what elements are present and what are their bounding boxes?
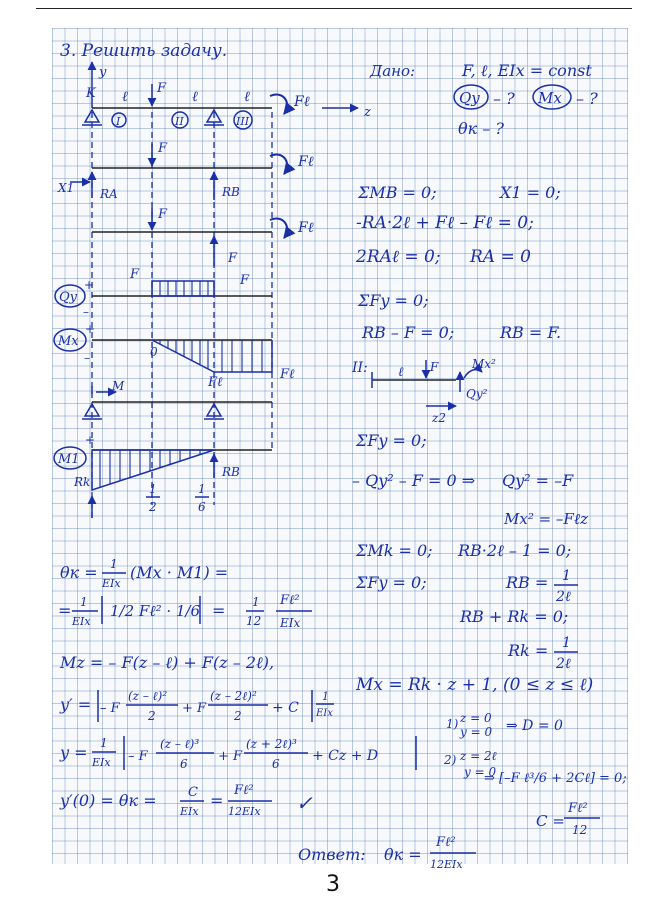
section-3: III: [236, 115, 250, 128]
bc1-y: y = 0: [460, 725, 493, 739]
reaction-x1: X1: [58, 181, 75, 195]
eq-rb-frac-lead: RB =: [506, 573, 549, 592]
y-a-num: (z – ℓ)³: [160, 737, 200, 751]
given-params: F, ℓ, EIx = const: [462, 61, 592, 80]
section-2: II: [175, 115, 184, 128]
y0-a-num: C: [188, 785, 198, 800]
frac-half-num: 1: [149, 482, 157, 496]
eq-rk-den: 2ℓ: [556, 656, 571, 672]
bc2-y: y = 0: [464, 765, 497, 779]
yp-lead: y′ =: [60, 695, 92, 714]
y-lead: y =: [60, 743, 88, 762]
qy-diagram-label: Qy: [59, 290, 78, 305]
eq-rb-rk: RB + Rk = 0;: [460, 607, 569, 626]
mx-diagram-label: Mx: [58, 334, 79, 349]
bc2-result: ⇒ [–F ℓ³/6 + 2Cℓ] = 0;: [484, 771, 627, 786]
y0-lead: y′(0) = θк =: [60, 791, 157, 810]
answer-den: 12EIx: [430, 858, 463, 871]
y-a-den: 6: [180, 757, 188, 771]
z-axis-label: z: [364, 105, 371, 120]
check-mark: ✓: [296, 791, 313, 815]
eq-sum-mk: ΣMk = 0;: [356, 541, 433, 560]
eq-qy: Qy² = –F: [502, 471, 574, 490]
moment-fl-3: Fℓ: [298, 220, 314, 236]
m1-plus: +: [85, 433, 96, 447]
yp-tail: + C: [272, 700, 299, 716]
moment-fl-2: Fℓ: [298, 154, 314, 170]
yp-a-num: (z – ℓ)²: [128, 689, 168, 703]
span-l-2: ℓ: [192, 89, 198, 105]
force-f-4: F: [228, 251, 238, 266]
section-ii-label: II:: [352, 360, 368, 376]
answer-num: Fℓ²: [436, 835, 456, 850]
find-qy: Qy: [459, 89, 480, 107]
problem-title: 3. Решить задачу.: [60, 41, 228, 61]
c-lead: C =: [536, 812, 565, 830]
eq-rb: RB = F.: [500, 323, 562, 342]
eq-moment: -RA·2ℓ + Fℓ – Fℓ = 0;: [356, 213, 534, 233]
c-den: 12: [572, 823, 588, 837]
eq-sum-fy-1: ΣFy = 0;: [358, 291, 429, 310]
answer-lead: θк =: [384, 845, 422, 864]
m1-rb: RB: [222, 465, 240, 479]
mx-plus: +: [85, 322, 96, 336]
mx-fl-1: Fℓ: [208, 375, 223, 390]
span-l-1: ℓ: [122, 89, 128, 105]
section-qy: Qy²: [466, 387, 488, 401]
bc1-result: ⇒ D = 0: [506, 718, 563, 734]
y0-a-den: EIx: [180, 805, 199, 818]
force-f-1: F: [157, 81, 167, 96]
y-frac-num: 1: [100, 736, 108, 750]
section-f: F: [430, 360, 439, 374]
yp-f1: – F: [100, 701, 120, 716]
m1-diagram-label: M1: [58, 452, 80, 467]
theta2-b-num: Fℓ²: [280, 593, 300, 608]
qy-f-left: F: [130, 267, 140, 282]
theta2-a-num: 1: [252, 595, 260, 609]
y-tail: + Cz + D: [312, 748, 379, 764]
qy-f-right: F: [240, 273, 250, 288]
moment-arrow-1: [270, 95, 287, 114]
theta-frac-num: 1: [110, 557, 118, 571]
eq-2ral: 2RAℓ = 0;: [356, 247, 441, 267]
eq-rk-num: 1: [562, 635, 571, 651]
y0-b-num: Fℓ²: [234, 783, 254, 798]
m1-rk: Rk: [74, 475, 91, 489]
theta2-frac-num: 1: [80, 595, 88, 609]
eq-sum-mb: ΣMB = 0;: [358, 183, 437, 202]
span-l-3: ℓ: [244, 89, 250, 105]
find-qy-suffix: – ?: [493, 89, 515, 108]
theta2-inner: 1/2 Fℓ² · 1/6: [110, 602, 201, 620]
y-f2: + F: [218, 749, 243, 764]
qy-minus: –: [83, 305, 89, 319]
mx-zero: 0: [150, 345, 158, 359]
given-label: Дано:: [370, 62, 416, 80]
yp-frac-den: EIx: [316, 708, 333, 719]
yp-a-den: 2: [148, 709, 156, 723]
bc2-index: 2): [444, 753, 457, 767]
bc2-z: z = 2ℓ: [460, 749, 497, 763]
qy-plus: +: [84, 278, 95, 292]
section-1: I: [116, 115, 121, 128]
frac-sixth-den: 6: [198, 500, 206, 514]
answer-label: Ответ:: [298, 845, 366, 864]
eq-rb-frac-num: 1: [562, 568, 571, 584]
theta-lead: θк =: [60, 563, 98, 582]
frac-sixth-num: 1: [198, 482, 206, 496]
find-mx: Mx: [538, 89, 562, 107]
y-frac-den: EIx: [92, 756, 111, 769]
reaction-ra: RA: [100, 187, 118, 201]
theta2-frac-den: EIx: [72, 615, 91, 628]
eq-rb-frac-den: 2ℓ: [556, 589, 571, 605]
theta2-b-den: EIx: [280, 616, 301, 630]
reaction-rb-1: RB: [222, 185, 240, 199]
yp-frac-num: 1: [322, 690, 329, 703]
y0-b-den: 12EIx: [228, 805, 261, 818]
mz-eq: Mz = – F(z – ℓ) + F(z – 2ℓ),: [60, 653, 275, 672]
y-f1: – F: [128, 749, 148, 764]
eq-sum-fy-2: ΣFy = 0;: [356, 431, 427, 450]
theta2-eq2: =: [212, 601, 226, 620]
section-mx: Mx²: [472, 357, 496, 371]
frac-half-den: 2: [149, 500, 157, 514]
find-mx-suffix: – ?: [576, 89, 598, 108]
point-k: K: [86, 86, 96, 101]
eq-mx2: Mx² = –Fℓz: [504, 510, 588, 528]
yp-b-num: (z – 2ℓ)²: [210, 689, 257, 703]
mx-fl-2: Fℓ: [280, 367, 295, 382]
theta-frac-den: EIx: [102, 577, 121, 590]
bc1-index: 1): [446, 717, 459, 731]
eq-x1: X1 = 0;: [500, 183, 561, 202]
eq-rk-lead: Rk =: [508, 641, 549, 660]
find-theta: θк – ?: [458, 119, 504, 138]
eq-rb-2l: RB·2ℓ – 1 = 0;: [458, 541, 572, 560]
eq-ra: RA = 0: [470, 247, 531, 267]
bc1-z: z = 0: [460, 711, 492, 725]
c-num: Fℓ²: [568, 801, 588, 816]
section-z: z2: [432, 411, 446, 425]
theta2-eq: =: [58, 601, 72, 620]
y-b-den: 6: [272, 757, 280, 771]
y-axis-label: y: [99, 65, 107, 80]
force-f-3: F: [158, 207, 168, 222]
unit-moment: M: [112, 379, 125, 393]
yp-b-den: 2: [234, 709, 242, 723]
y-b-num: (z + 2ℓ)³: [246, 737, 297, 751]
force-f-2: F: [158, 141, 168, 156]
page-number: 3: [326, 872, 340, 897]
y0-eq: =: [210, 791, 224, 810]
moment-fl-1: Fℓ: [294, 94, 310, 110]
section-l: ℓ: [398, 365, 404, 380]
eq-qy-f: – Qy² – F = 0 ⇒: [352, 471, 476, 490]
eq-rb-f: RB – F = 0;: [362, 323, 455, 342]
eq-sum-fy-3: ΣFy = 0;: [356, 573, 427, 592]
yp-f2: + F: [182, 701, 207, 716]
theta2-a-den: 12: [246, 614, 262, 628]
theta-rest: (Mx · M1) =: [130, 563, 229, 582]
mx-minus: –: [84, 351, 90, 365]
eq-mx-rk: Mx = Rk · z + 1, (0 ≤ z ≤ ℓ): [356, 675, 594, 695]
